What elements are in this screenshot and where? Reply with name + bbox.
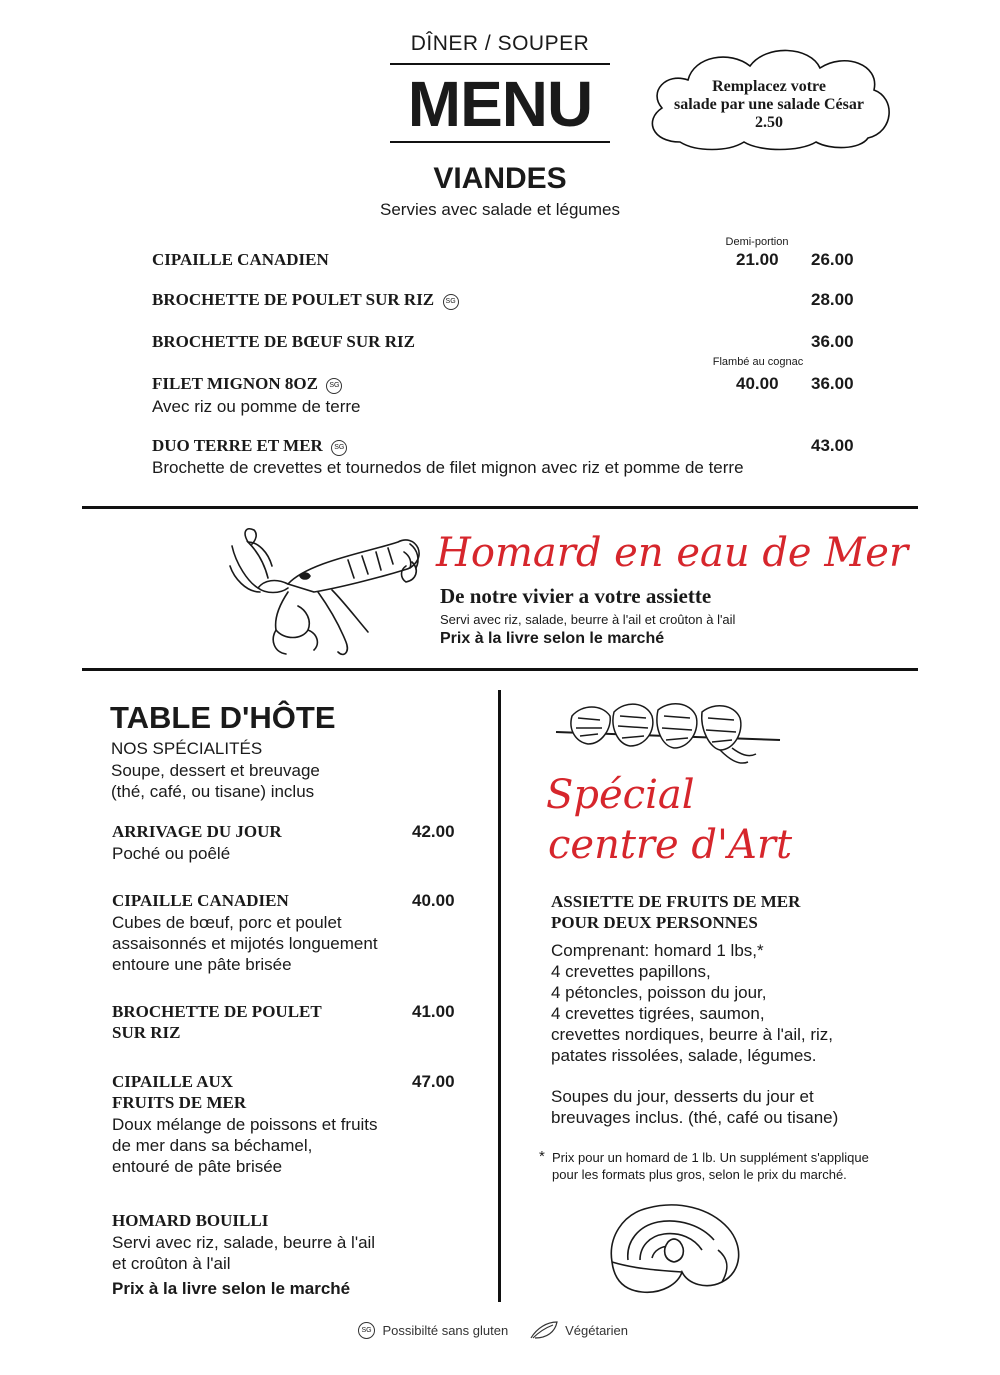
- item-alt-price: 40.00: [736, 374, 779, 393]
- sans-gluten-icon: SG: [358, 1322, 375, 1339]
- section-divider-1: [82, 506, 918, 509]
- th-item-name: CIPAILLE CANADIEN: [112, 891, 289, 910]
- special-title-1: Spécial: [546, 772, 695, 818]
- shrimp-skewer-icon: [552, 698, 784, 774]
- cloud-price: 2.50: [755, 114, 783, 131]
- special-included: Soupes du jour, desserts du jour et: [551, 1087, 814, 1106]
- menu-item-brochette-boeuf: [152, 332, 862, 356]
- cloud-line-1: Remplacez votre: [712, 78, 826, 95]
- item-desc: Brochette de crevettes et tournedos de filet mignon avec riz et pomme de terre: [152, 458, 744, 477]
- menu-item-filet-mignon: [152, 356, 862, 418]
- item-name: BROCHETTE DE BŒUF SUR RIZ: [152, 332, 415, 351]
- th-item-desc: Servi avec riz, salade, beurre à l'ail: [112, 1233, 376, 1252]
- header-rule-bottom: [390, 141, 610, 143]
- cloud-callout: [640, 42, 898, 154]
- th-item-desc: assaisonnés et mijotés longuement: [112, 934, 378, 953]
- special-desc: Comprenant: homard 1 lbs,*: [551, 941, 764, 960]
- th-item-desc: Doux mélange de poissons et fruits: [112, 1115, 378, 1134]
- menu-item-duo-terre-mer: [152, 436, 862, 484]
- table-hote-intro-2: (thé, café, ou tisane) inclus: [111, 782, 315, 801]
- th-item-price: 41.00: [412, 1002, 455, 1021]
- lobster-illustration: [228, 522, 428, 662]
- viandes-title: VIANDES: [433, 162, 567, 195]
- item-price: 43.00: [811, 436, 854, 455]
- special-desc: 4 crevettes tigrées, saumon,: [551, 1004, 765, 1023]
- menu-item-cipaille: [152, 236, 862, 276]
- menu-title: MENU: [407, 68, 593, 140]
- homard-title: Homard en eau de Mer: [436, 530, 909, 576]
- footnote-mark: *: [539, 1148, 545, 1165]
- special-desc: 4 pétoncles, poisson du jour,: [551, 983, 767, 1002]
- th-note: Prix à la livre selon le marché: [112, 1279, 351, 1298]
- sans-gluten-icon: SG: [331, 440, 347, 456]
- th-item-desc: et croûton à l'ail: [112, 1254, 231, 1273]
- legend-veg-label: Végétarien: [565, 1322, 628, 1338]
- item-name: FILET MIGNON 8OZ: [152, 374, 318, 393]
- salmon-steak-illustration: [602, 1198, 752, 1298]
- footnote: pour les formats plus gros, selon le prix du marché.: [552, 1167, 847, 1182]
- homard-subtitle: De notre vivier a votre assiette: [440, 584, 712, 608]
- th-item-price: 42.00: [412, 822, 455, 841]
- th-item-name: ARRIVAGE DU JOUR: [112, 822, 282, 841]
- th-item-desc: entouré de pâte brisée: [112, 1157, 283, 1176]
- vegetarian-leaf-icon: [529, 1320, 559, 1340]
- legend: [358, 1320, 648, 1342]
- alt-price-label: Demi-portion: [725, 236, 789, 248]
- header-rule-top: [390, 63, 610, 65]
- salmon-steak-icon: [602, 1198, 752, 1298]
- special-desc: 4 crevettes papillons,: [551, 962, 711, 981]
- footnote: Prix pour un homard de 1 lb. Un supplément s'applique: [552, 1150, 869, 1165]
- th-item-price: 47.00: [412, 1072, 455, 1091]
- table-hote-intro-1: Soupe, dessert et breuvage: [111, 761, 320, 780]
- special-item-name: ASSIETTE DE FRUITS DE MER: [551, 892, 801, 911]
- th-item-name: HOMARD BOUILLI: [112, 1211, 269, 1230]
- special-title-2: centre d'Art: [548, 822, 793, 868]
- legend-sg-label: Possibilté sans gluten: [382, 1322, 509, 1338]
- menu-item-brochette-poulet: [152, 290, 862, 314]
- cloud-line-2: salade par une salade César: [674, 96, 864, 113]
- sans-gluten-icon: SG: [443, 294, 459, 310]
- th-item-price: 40.00: [412, 891, 455, 910]
- menu-subtitle: DÎNER / SOUPER: [410, 32, 590, 55]
- th-item-desc: Poché ou poêlé: [112, 844, 231, 863]
- viandes-subtitle: Servies avec salade et légumes: [379, 200, 621, 219]
- item-desc: Avec riz ou pomme de terre: [152, 397, 361, 416]
- shrimp-skewer-illustration: [552, 698, 784, 774]
- alt-price-label: Flambé au cognac: [712, 356, 804, 368]
- section-divider-2: [82, 668, 918, 671]
- th-item-name-2: SUR RIZ: [112, 1023, 181, 1042]
- homard-desc: Servi avec riz, salade, beurre à l'ail et croûton à l'ail: [440, 612, 736, 627]
- th-item-name: CIPAILLE AUX: [112, 1072, 234, 1091]
- th-item-desc: entoure une pâte brisée: [112, 955, 292, 974]
- th-item-name: BROCHETTE DE POULET: [112, 1002, 322, 1021]
- item-price: 36.00: [811, 374, 854, 393]
- homard-note: Prix à la livre selon le marché: [440, 630, 665, 647]
- item-price: 26.00: [811, 250, 854, 269]
- table-hote-title: TABLE D'HÔTE: [110, 700, 336, 735]
- lobster-icon: [228, 522, 428, 662]
- item-price: 28.00: [811, 290, 854, 309]
- special-item-name-2: POUR DEUX PERSONNES: [551, 913, 758, 932]
- special-included: breuvages inclus. (thé, café ou tisane): [551, 1108, 839, 1127]
- column-divider: [498, 690, 501, 1302]
- th-item-desc: Cubes de bœuf, porc et poulet: [112, 913, 342, 932]
- item-alt-price: 21.00: [736, 250, 779, 269]
- th-item-desc: de mer dans sa béchamel,: [112, 1136, 313, 1155]
- special-desc: patates rissolées, salade, légumes.: [551, 1046, 817, 1065]
- th-item-name-2: FRUITS DE MER: [112, 1093, 247, 1112]
- item-name: DUO TERRE ET MER: [152, 436, 323, 455]
- table-hote-subtitle: NOS SPÉCIALITÉS: [111, 739, 263, 758]
- special-desc: crevettes nordiques, beurre à l'ail, riz,: [551, 1025, 833, 1044]
- item-name: BROCHETTE DE POULET SUR RIZ: [152, 290, 435, 309]
- item-name: CIPAILLE CANADIEN: [152, 250, 329, 269]
- item-price: 36.00: [811, 332, 854, 351]
- sans-gluten-icon: SG: [326, 378, 342, 394]
